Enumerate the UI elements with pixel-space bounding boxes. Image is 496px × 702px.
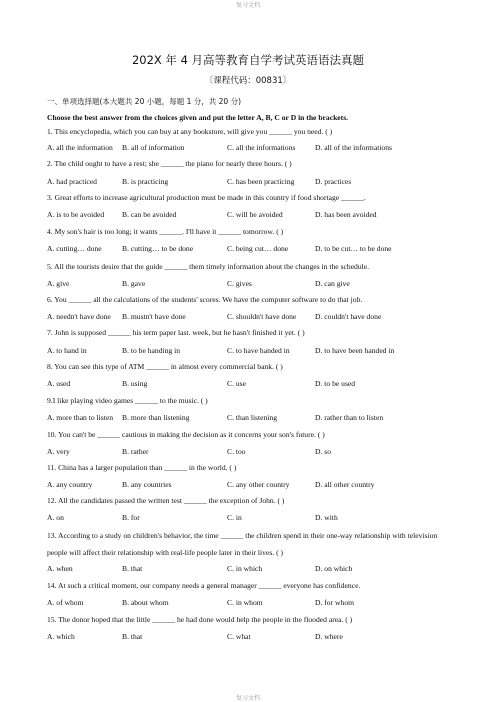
- question-text: 10. You can't be ______ cautious in making the decision as it concerns your son's future. ( ): [47, 430, 325, 439]
- option-c: C. in whom: [227, 598, 263, 607]
- option-b: B. rather: [122, 447, 149, 456]
- option-a: A. all the information: [47, 143, 113, 152]
- question-options: [47, 276, 449, 292]
- option-a: A. any country: [47, 480, 93, 489]
- question-text: 15. The donor hoped that the little ______ he had done would help the people in the flooded area. ( ): [47, 615, 353, 624]
- page-title: 202X 年 4 月高等教育自学考试英语语法真题: [131, 53, 365, 67]
- option-b: B. mustn't have done: [122, 312, 186, 321]
- option-d: D. can give: [315, 279, 350, 288]
- question-text: 3. Great efforts to increase agricultural production must be made in this country if food shortage ______.: [47, 193, 366, 202]
- option-a: A. is to be avoided: [47, 210, 105, 219]
- option-c: C. will be avoided: [227, 210, 283, 219]
- option-b: B. for: [122, 513, 140, 522]
- option-b: B. gave: [122, 279, 146, 288]
- question-options: [47, 140, 449, 156]
- option-b: B. that: [122, 564, 143, 573]
- question-text: 6. You ______ all the calculations of the students' scores. We have the computer software to do that job.: [47, 295, 363, 304]
- question-options: [47, 595, 449, 611]
- question-options: [47, 629, 449, 645]
- option-d: D. rather than to listen: [315, 413, 384, 422]
- option-d: D. has been avoided: [315, 210, 377, 219]
- option-a: A. used: [47, 379, 71, 388]
- question-options: [47, 241, 449, 257]
- question-text: 12. All the candidates passed the written test ______ the exception of John. ( ): [47, 496, 285, 505]
- page-header: 复习文档: [235, 3, 260, 9]
- option-b: B. is practicing: [122, 177, 169, 186]
- question-options: [47, 410, 449, 426]
- option-b: B. that: [122, 632, 143, 641]
- option-b: B. can be avoided: [122, 210, 177, 219]
- option-d: D. with: [315, 513, 338, 522]
- option-a: A. give: [47, 279, 70, 288]
- option-c: C. use: [227, 379, 246, 388]
- option-c: C. than listening: [227, 413, 277, 422]
- option-a: A. had practiced: [47, 177, 97, 186]
- option-c: C. what: [227, 632, 251, 641]
- option-d: D. for whom: [315, 598, 355, 607]
- question-options: [47, 343, 449, 359]
- option-c: C. any other country: [227, 480, 290, 489]
- option-c: C. all the informations: [227, 143, 296, 152]
- option-c: C. being cut… done: [227, 244, 289, 253]
- option-d: D. to be used: [315, 379, 356, 388]
- option-d: D. all of the informations: [315, 143, 392, 152]
- option-a: A. cutting… done: [47, 244, 102, 253]
- question-options: [47, 207, 449, 223]
- option-b: B. to be handing in: [122, 346, 181, 355]
- option-b: B. any countries: [122, 480, 172, 489]
- option-b: B. all of information: [122, 143, 185, 152]
- option-d: D. to have been handed in: [315, 346, 395, 355]
- option-a: A. more than to listen: [47, 413, 114, 422]
- question-options: [47, 444, 449, 460]
- option-a: A. of whom: [47, 598, 84, 607]
- question-options: [47, 477, 449, 493]
- question-text: 1. This encyclopedia, which you can buy at any bookstore, will give you ______ you need. ( ): [47, 127, 333, 136]
- option-a: A. on: [47, 513, 64, 522]
- option-d: D. on which: [315, 564, 353, 573]
- question-options: [47, 309, 449, 325]
- option-d: D. couldn't have done: [315, 312, 382, 321]
- instructions: Choose the best answer from the choices given and put the letter A, B, C or D in the brackets.: [47, 113, 349, 122]
- question-text: 9.I like playing video games ______ to the music. ( ): [47, 396, 208, 405]
- option-d: D. practices: [315, 177, 352, 186]
- page-footer: 复习文档: [235, 696, 260, 702]
- question-text: 4. My son's hair is too long; it wants ______. I'll have it ______ tomorrow. ( ): [47, 227, 284, 236]
- option-d: D. so: [315, 447, 332, 456]
- option-b: B. cutting… to be done: [122, 244, 194, 253]
- question-text: 13. According to a study on children's behavior, the time ______ the children spend in their one-way relationship with television people will affect their relationship with real-life people later in their lives. ( ): [47, 531, 438, 557]
- question-options: [47, 561, 449, 577]
- question-text: 7. John is supposed ______ his term paper last. week, but he hasn't finished it yet. ( ): [47, 328, 305, 337]
- option-c: C. in: [227, 513, 242, 522]
- option-b: B. more than listening: [122, 413, 190, 422]
- option-a: A. needn't have done: [47, 312, 111, 321]
- option-c: C. too: [227, 447, 246, 456]
- option-c: C. has been practicing: [227, 177, 295, 186]
- option-b: B. using: [122, 379, 148, 388]
- question-options: [47, 174, 449, 190]
- question-text: 14. At such a critical moment, our company needs a general manager ______ everyone has confidence.: [47, 581, 361, 590]
- question-text: 2. The child ought to have a rest; she ______ the piano for nearly three hours. ( ): [47, 159, 292, 168]
- option-d: D. where: [315, 632, 343, 641]
- option-c: C. in which: [227, 564, 263, 573]
- question-options: [47, 510, 449, 526]
- option-d: D. to be cut… to be done: [315, 244, 392, 253]
- option-a: A. which: [47, 632, 75, 641]
- question-text: 8. You can see this type of ATM ______ in almost every commercial bank. ( ): [47, 362, 283, 371]
- course-code: 〔课程代码：00831〕: [204, 76, 292, 86]
- option-b: B. about whom: [122, 598, 169, 607]
- option-c: C. gives: [227, 279, 252, 288]
- option-a: A. very: [47, 447, 70, 456]
- section-heading: 一、单项选择题(本大题共 20 小题，每题 1 分，共 20 分): [47, 97, 242, 106]
- option-a: A. to hand in: [47, 346, 87, 355]
- option-d: D. all other country: [315, 480, 375, 489]
- option-c: C. shouldn't have done: [227, 312, 297, 321]
- question-options: [47, 376, 449, 392]
- question-text: 5. All the tourists desire that the guide ______ them timely information about the changes in the schedule.: [47, 262, 370, 271]
- question-text: 11. China has a larger population than ______ in the world. ( ): [47, 463, 237, 472]
- option-c: C. to have handed in: [227, 346, 290, 355]
- option-a: A. when: [47, 564, 73, 573]
